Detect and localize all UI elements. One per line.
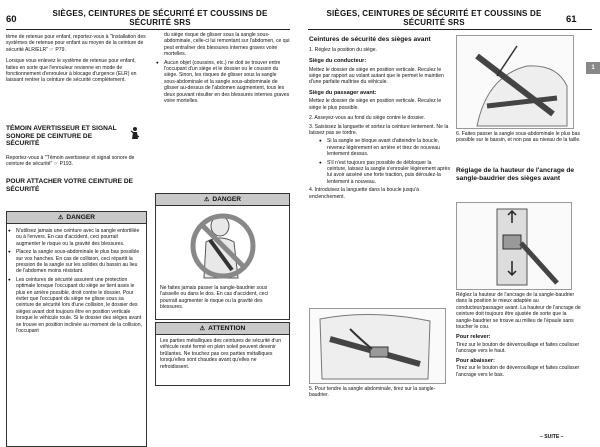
warning-triangle-icon: ⚠ xyxy=(58,215,64,221)
step-3-bullet: ● S'il n'est toujours pas possible de débloquer la ceinture, laissez la sangle s'enrouler légèrement après lui avoir asséné une forte traction, puis déroulez-la lentement à nouveau. xyxy=(327,160,451,186)
header-rule-left xyxy=(6,29,290,30)
continued-text: du siège risque de glisser sous la sangle sous-abdominale, celle-ci lui remontant sur l'abdomen, ce qui peut entraîner des blessures internes graves voire mortelles. xyxy=(164,32,290,58)
heading-seatbelt-warning: TÉMOIN AVERTISSEUR ET SIGNAL SONORE DE CEINTURE DE SÉCURITÉ xyxy=(6,125,117,148)
page-number-right: 61 xyxy=(566,14,577,25)
attention-text: Les parties métalliques des ceintures de sécurité d'un véhicule resté fermé en plein soleil peuvent devenir brûlantes. Ne touchez pas ces parties métalliques lorsqu'elles sont chaudes avant qu'elles ne refroidissent. xyxy=(160,338,282,370)
left-column-2 xyxy=(155,32,290,106)
warning-triangle-icon: ⚠ xyxy=(204,197,210,203)
step-5: 5. Pour tendre la sangle abdominale, tirez sur la sangle-baudrier. xyxy=(309,386,436,399)
intro-text: tème de retenue pour enfant, reportez-vous à "Installation des systèmes de retenue pour enfant au moyen de la ceinture de sécurité ALR/ELR" ☞ P79. xyxy=(6,34,146,53)
anchor-adjust-heading: Réglage de la hauteur de l'ancrage de sangle-baudrier des sièges avant xyxy=(456,167,575,182)
warning-triangle-icon: ⚠ xyxy=(199,326,206,332)
danger-item: ● Placez la sangle sous-abdominale le plus bas possible sur vos hanches. En cas de collision, ceci répartit la pression de la sangle sur les solides du bassin au lieu de l'abdomen moins résistant. xyxy=(16,249,143,275)
page-header-left: SIÈGES, CEINTURES DE SÉCURITÉ ET COUSSINS DE SÉCURITÉ SRS xyxy=(52,9,268,27)
seatbelt-warning-icon xyxy=(128,126,142,140)
attention-box-header xyxy=(156,323,289,335)
danger-box-1-header xyxy=(7,212,146,224)
intro-text-2: Lorsque vous enlevez le système de retenue pour enfant, faites en sorte que l'enrouleur revienne en mode de fonctionnement d'enrouleur à blocage d'urgence (ELR) en laissant rentrer la ceinture de sécurité complètement. xyxy=(6,58,137,84)
passenger-seat-text: Mettez le dossier de siège en position verticale. Reculez le siège le plus possible. xyxy=(309,98,442,111)
attention-title: ATTENTION xyxy=(208,325,246,332)
danger-item: ● N'utilisez jamais une ceinture avec la sangle entortillée ou à l'envers. En cas d'accident, ceci pourrait augmenter le risque ou la gravité des blessures. xyxy=(16,228,143,247)
left-column-1 xyxy=(6,34,146,84)
anchor-illustration xyxy=(456,202,572,290)
anchor-adjust-text: Réglez la hauteur de l'ancrage de la sangle-baudrier dans la position le mieux adaptée au conducteur/passager avant. La hauteur de l'ancrage de ceinture doit toujours être ajustée de sorte que la sangle-baudrier se trouve au milieu de l'épaule sans toucher le cou. xyxy=(456,292,581,331)
prohibited-belt-illustration xyxy=(184,210,262,280)
step-3: 3. Saisissez la languette et sortez la ceinture lentement. Ne la laissez pas se tordre. xyxy=(309,123,449,137)
passenger-seat-heading: Siège du passager avant: xyxy=(309,89,377,96)
danger-box-2 xyxy=(155,193,290,320)
raise-heading: Pour relever: xyxy=(456,334,491,341)
raise-text: Tirez sur le bouton de déverrouillage et faites coulisser l'ancrage vers le haut. xyxy=(456,342,580,355)
step-2: 2. Asseyez-vous au fond du siège contre le dossier. xyxy=(309,115,426,122)
continue-label: – SUITE – xyxy=(540,434,564,440)
danger2-title: DANGER xyxy=(212,196,241,203)
chapter-tab: 1 xyxy=(586,62,600,74)
cushion-warning-item: ● Aucun objet (coussins, etc.) ne doit se trouver entre l'occupant d'un siège et le dossier ou le coussin du siège. Sinon, les risques de glisser sous la sangle sous-abdominale et la sangle sous-abdominale de glisser au-dessus de l'abdomen augmentent, tous les deux pouvant résulter en des blessures internes graves voire mortelles. xyxy=(164,60,290,105)
right-column-1 xyxy=(309,36,451,200)
danger-box-2-header xyxy=(156,194,289,206)
seatbelt-warning-text: Reportez-vous à "Témoin avertisseur et signal sonore de ceinture de sécurité" ☞ P193. xyxy=(6,155,135,168)
step-1: 1. Réglez la position du siège. xyxy=(309,46,377,53)
danger-item: ● Les ceintures de sécurité assurent une protection optimale lorsque l'occupant du siège se tient assis le plus en arrière possible, droit contre le dossier. Pour éviter que l'occupant du siège ne glisse sous sa ceinture de sécurité lors d'une collision, le dossier des sièges avant doit toujours être en position verticale lorsque le véhicule roule. Si le dossier des sièges avant se trouve en position inclinée au moment de la collision, l'occupant xyxy=(16,277,143,335)
buckle-illustration xyxy=(309,308,446,384)
step-3-bullet: ● Si la sangle se bloque avant d'atteindre la boucle, revenez légèrement en arrière et tirez de nouveau lentement dessus. xyxy=(327,138,451,157)
right-column-2-text xyxy=(456,292,584,378)
danger-box-1 xyxy=(6,211,147,447)
page-header-right: SIÈGES, CEINTURES DE SÉCURITÉ ET COUSSINS DE SÉCURITÉ SRS xyxy=(326,9,542,27)
header-rule-right xyxy=(308,29,592,30)
lower-text: Tirez sur le bouton de déverrouillage et faites coulisser l'ancrage vers le bas. xyxy=(456,365,580,378)
driver-seat-text: Mettez le dossier de siège en position verticale. Reculez le siège par rapport au volant autant que le permet le maintien d'une parfaite maîtrise du véhicule. xyxy=(309,66,444,86)
danger-title: DANGER xyxy=(66,214,95,221)
lap-belt-illustration xyxy=(456,35,574,129)
step-6: 6. Faites passer la sangle sous-abdominale le plus bas possible sur le bassin, et non pas au niveau de la taille. xyxy=(456,131,581,144)
page-number-left: 60 xyxy=(6,14,17,25)
step-4: 4. Introduisez la languette dans la boucle jusqu'à enclenchement. xyxy=(309,187,419,200)
heading-fasten-belt: POUR ATTACHER VOTRE CEINTURE DE SÉCURITÉ xyxy=(6,178,133,193)
lower-heading: Pour abaisser: xyxy=(456,357,495,364)
danger2-text: Ne faites jamais passer la sangle-baudrier sous l'aisselle ou dans le dos. En cas d'accident, ceci pourrait augmenter le risque ou la gravité des blessures. xyxy=(160,285,269,311)
driver-seat-heading: Siège du conducteur: xyxy=(309,58,367,64)
section-heading-front-belts: Ceintures de sécurité des sièges avant xyxy=(309,36,431,43)
attention-box xyxy=(155,322,290,386)
